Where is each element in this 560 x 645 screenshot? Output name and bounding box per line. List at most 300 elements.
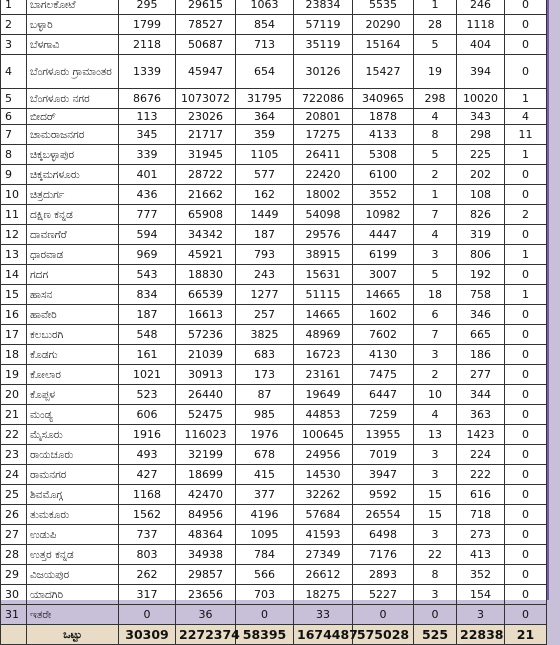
value-cell: 187: [119, 305, 176, 325]
table-row: [1, 505, 547, 525]
district-name-cell: ಬಳ್ಳಾರಿ: [27, 15, 119, 35]
table-row: [1, 55, 547, 89]
value-cell: 19649: [294, 385, 353, 405]
total-value-cell: 1674487: [294, 625, 353, 645]
value-cell: 6100: [353, 165, 414, 185]
value-cell: 57684: [294, 505, 353, 525]
value-cell: 15: [414, 485, 457, 505]
value-cell: 6: [414, 305, 457, 325]
value-cell: 1168: [119, 485, 176, 505]
district-name-cell: ಉತ್ತರ ಕನ್ನಡ: [27, 545, 119, 565]
value-cell: 15164: [353, 35, 414, 55]
value-cell: 29857: [176, 565, 236, 585]
value-cell: 2893: [353, 565, 414, 585]
serial-number-cell: 26: [1, 505, 27, 525]
value-cell: 24956: [294, 445, 353, 465]
value-cell: 202: [457, 165, 505, 185]
value-cell: 1339: [119, 55, 176, 89]
value-cell: 187: [236, 225, 294, 245]
value-cell: 8676: [119, 89, 176, 109]
district-name-cell: ಹಾಸನ: [27, 285, 119, 305]
table-row: [1, 89, 547, 109]
value-cell: 298: [414, 89, 457, 109]
value-cell: 5: [414, 35, 457, 55]
value-cell: 0: [505, 225, 547, 245]
value-cell: 14530: [294, 465, 353, 485]
value-cell: 26612: [294, 565, 353, 585]
district-name-cell: ರಾಮನಗರ: [27, 465, 119, 485]
value-cell: 87: [236, 385, 294, 405]
value-cell: 0: [505, 485, 547, 505]
district-name-cell: ಕೋಲಾರ: [27, 365, 119, 385]
district-name-cell: ಕೊಪ್ಪಳ: [27, 385, 119, 405]
value-cell: 3825: [236, 325, 294, 345]
value-cell: 4130: [353, 345, 414, 365]
value-cell: 20801: [294, 109, 353, 125]
value-cell: 5535: [353, 0, 414, 15]
value-cell: 16613: [176, 305, 236, 325]
value-cell: 340965: [353, 89, 414, 109]
value-cell: 5227: [353, 585, 414, 605]
table-row: [1, 425, 547, 445]
value-cell: 54098: [294, 205, 353, 225]
value-cell: 1562: [119, 505, 176, 525]
value-cell: 20290: [353, 15, 414, 35]
value-cell: 722086: [294, 89, 353, 109]
serial-number-cell: 29: [1, 565, 27, 585]
value-cell: 1449: [236, 205, 294, 225]
serial-number-cell: 1: [1, 0, 27, 15]
value-cell: 345: [119, 125, 176, 145]
district-name-cell: ತುಮಕೂರು: [27, 505, 119, 525]
value-cell: 594: [119, 225, 176, 245]
value-cell: 1423: [457, 425, 505, 445]
value-cell: 14665: [294, 305, 353, 325]
value-cell: 161: [119, 345, 176, 365]
district-name-cell: ಕಲಬುರಗಿ: [27, 325, 119, 345]
table-row: [1, 365, 547, 385]
total-value-cell: 525: [414, 625, 457, 645]
district-name-cell: ಕೊಡಗು: [27, 345, 119, 365]
value-cell: 0: [505, 405, 547, 425]
value-cell: 16723: [294, 345, 353, 365]
value-cell: 22420: [294, 165, 353, 185]
value-cell: 0: [505, 545, 547, 565]
serial-number-cell: 13: [1, 245, 27, 265]
table-row: [1, 35, 547, 55]
value-cell: 31945: [176, 145, 236, 165]
serial-number-cell: 17: [1, 325, 27, 345]
total-label-cell: ಒಟ್ಟು: [27, 625, 119, 645]
table-row: [1, 605, 547, 625]
district-name-cell: ಗದಗ: [27, 265, 119, 285]
serial-number-cell: 15: [1, 285, 27, 305]
value-cell: 344: [457, 385, 505, 405]
value-cell: 21039: [176, 345, 236, 365]
serial-number-cell: 18: [1, 345, 27, 365]
value-cell: 317: [119, 585, 176, 605]
value-cell: 1: [505, 285, 547, 305]
value-cell: 413: [457, 545, 505, 565]
value-cell: 22: [414, 545, 457, 565]
value-cell: 51115: [294, 285, 353, 305]
value-cell: 1: [505, 145, 547, 165]
value-cell: 678: [236, 445, 294, 465]
value-cell: 11: [505, 125, 547, 145]
value-cell: 31795: [236, 89, 294, 109]
serial-number-cell: 9: [1, 165, 27, 185]
value-cell: 3: [457, 605, 505, 625]
value-cell: 654: [236, 55, 294, 89]
value-cell: 100645: [294, 425, 353, 445]
value-cell: 1021: [119, 365, 176, 385]
value-cell: 7019: [353, 445, 414, 465]
value-cell: 10020: [457, 89, 505, 109]
value-cell: 7: [414, 325, 457, 345]
value-cell: 33: [294, 605, 353, 625]
value-cell: 436: [119, 185, 176, 205]
value-cell: 777: [119, 205, 176, 225]
serial-number-cell: 4: [1, 55, 27, 89]
total-row: [1, 625, 547, 645]
value-cell: 523: [119, 385, 176, 405]
value-cell: 0: [119, 605, 176, 625]
district-name-cell: ಬೀದರ್: [27, 109, 119, 125]
value-cell: 1602: [353, 305, 414, 325]
serial-number-cell: 11: [1, 205, 27, 225]
value-cell: 18830: [176, 265, 236, 285]
value-cell: 0: [505, 165, 547, 185]
serial-number-cell: 20: [1, 385, 27, 405]
value-cell: 1976: [236, 425, 294, 445]
value-cell: 57236: [176, 325, 236, 345]
value-cell: 65908: [176, 205, 236, 225]
table-row: [1, 265, 547, 285]
value-cell: 4: [414, 109, 457, 125]
value-cell: 683: [236, 345, 294, 365]
value-cell: 13955: [353, 425, 414, 445]
value-cell: 394: [457, 55, 505, 89]
table-row: [1, 405, 547, 425]
value-cell: 9592: [353, 485, 414, 505]
value-cell: 3: [414, 465, 457, 485]
value-cell: 0: [505, 585, 547, 605]
serial-number-cell: 24: [1, 465, 27, 485]
value-cell: 4: [414, 225, 457, 245]
value-cell: 0: [505, 265, 547, 285]
serial-number-cell: 16: [1, 305, 27, 325]
value-cell: 2: [414, 165, 457, 185]
value-cell: 364: [236, 109, 294, 125]
value-cell: 339: [119, 145, 176, 165]
value-cell: 0: [505, 345, 547, 365]
district-name-cell: ಬಾಗಲಕೋಟೆ: [27, 0, 119, 15]
value-cell: 38915: [294, 245, 353, 265]
serial-number-cell: 6: [1, 109, 27, 125]
value-cell: 18275: [294, 585, 353, 605]
value-cell: 0: [505, 0, 547, 15]
value-cell: 44853: [294, 405, 353, 425]
value-cell: 0: [505, 425, 547, 445]
district-name-cell: ಉಡುಪಿ: [27, 525, 119, 545]
district-name-cell: ಬೆಂಗಳೂರು ನಗರ: [27, 89, 119, 109]
value-cell: 30913: [176, 365, 236, 385]
serial-number-cell: 12: [1, 225, 27, 245]
value-cell: 6498: [353, 525, 414, 545]
district-name-cell: ಚಿಕ್ಕಬಳ್ಳಾಪುರ: [27, 145, 119, 165]
value-cell: 985: [236, 405, 294, 425]
value-cell: 28722: [176, 165, 236, 185]
value-cell: 36: [176, 605, 236, 625]
value-cell: 113: [119, 109, 176, 125]
value-cell: 826: [457, 205, 505, 225]
value-cell: 7176: [353, 545, 414, 565]
table-row: [1, 325, 547, 345]
table-row: [1, 445, 547, 465]
value-cell: 28: [414, 15, 457, 35]
value-cell: 32199: [176, 445, 236, 465]
value-cell: 1: [414, 0, 457, 15]
value-cell: 45921: [176, 245, 236, 265]
value-cell: 1878: [353, 109, 414, 125]
value-cell: 262: [119, 565, 176, 585]
value-cell: 377: [236, 485, 294, 505]
value-cell: 0: [505, 605, 547, 625]
value-cell: 0: [505, 445, 547, 465]
table-row: [1, 385, 547, 405]
serial-number-cell: 14: [1, 265, 27, 285]
value-cell: 23026: [176, 109, 236, 125]
value-cell: 15: [414, 505, 457, 525]
value-cell: 548: [119, 325, 176, 345]
value-cell: 78527: [176, 15, 236, 35]
value-cell: 606: [119, 405, 176, 425]
value-cell: 21717: [176, 125, 236, 145]
value-cell: 26440: [176, 385, 236, 405]
district-name-cell: ಬೆಂಗಳೂರು ಗ್ರಾಮಾಂತರ: [27, 55, 119, 89]
total-value-cell: 58395: [236, 625, 294, 645]
value-cell: 7475: [353, 365, 414, 385]
value-cell: 30126: [294, 55, 353, 89]
table-row: [1, 0, 547, 15]
table-row: [1, 585, 547, 605]
value-cell: 1277: [236, 285, 294, 305]
serial-number-cell: 8: [1, 145, 27, 165]
table-body: [1, 0, 547, 645]
value-cell: 718: [457, 505, 505, 525]
table-row: [1, 285, 547, 305]
total-value-cell: 30309: [119, 625, 176, 645]
district-name-cell: ವಿಜಯಪುರ: [27, 565, 119, 585]
value-cell: 1: [505, 245, 547, 265]
value-cell: 277: [457, 365, 505, 385]
district-name-cell: ಶಿವಮೊಗ್ಗ: [27, 485, 119, 505]
value-cell: 3007: [353, 265, 414, 285]
value-cell: 48969: [294, 325, 353, 345]
value-cell: 2118: [119, 35, 176, 55]
value-cell: 543: [119, 265, 176, 285]
value-cell: 0: [353, 605, 414, 625]
value-cell: 18: [414, 285, 457, 305]
value-cell: 566: [236, 565, 294, 585]
value-cell: 173: [236, 365, 294, 385]
value-cell: 7602: [353, 325, 414, 345]
district-name-cell: ಬೆಳಗಾವಿ: [27, 35, 119, 55]
value-cell: 295: [119, 0, 176, 15]
table-row: [1, 485, 547, 505]
value-cell: 346: [457, 305, 505, 325]
value-cell: 48364: [176, 525, 236, 545]
value-cell: 21662: [176, 185, 236, 205]
value-cell: 7: [414, 205, 457, 225]
value-cell: 108: [457, 185, 505, 205]
value-cell: 5: [414, 265, 457, 285]
table-row: [1, 465, 547, 485]
value-cell: 50687: [176, 35, 236, 55]
table-row: [1, 109, 547, 125]
value-cell: 0: [505, 15, 547, 35]
value-cell: 23834: [294, 0, 353, 15]
value-cell: 23656: [176, 585, 236, 605]
value-cell: 13: [414, 425, 457, 445]
value-cell: 4133: [353, 125, 414, 145]
value-cell: 0: [505, 185, 547, 205]
value-cell: 84956: [176, 505, 236, 525]
value-cell: 401: [119, 165, 176, 185]
value-cell: 4196: [236, 505, 294, 525]
serial-number-cell: 21: [1, 405, 27, 425]
value-cell: 8: [414, 565, 457, 585]
value-cell: 14665: [353, 285, 414, 305]
value-cell: 7259: [353, 405, 414, 425]
value-cell: 1105: [236, 145, 294, 165]
district-name-cell: ಧಾರವಾಡ: [27, 245, 119, 265]
value-cell: 273: [457, 525, 505, 545]
serial-number-cell: 27: [1, 525, 27, 545]
value-cell: 0: [505, 565, 547, 585]
serial-number-cell: 28: [1, 545, 27, 565]
value-cell: 834: [119, 285, 176, 305]
value-cell: 363: [457, 405, 505, 425]
value-cell: 0: [236, 605, 294, 625]
value-cell: 665: [457, 325, 505, 345]
value-cell: 713: [236, 35, 294, 55]
district-name-cell: ಇತರೇ: [27, 605, 119, 625]
serial-number-cell: 2: [1, 15, 27, 35]
district-name-cell: ಚಿಕ್ಕಮಗಳೂರು: [27, 165, 119, 185]
district-name-cell: ಹಾವೇರಿ: [27, 305, 119, 325]
table-row: [1, 345, 547, 365]
district-name-cell: ಮಂಡ್ಯ: [27, 405, 119, 425]
value-cell: 703: [236, 585, 294, 605]
value-cell: 154: [457, 585, 505, 605]
value-cell: 343: [457, 109, 505, 125]
value-cell: 41593: [294, 525, 353, 545]
value-cell: 15427: [353, 55, 414, 89]
table-row: [1, 185, 547, 205]
table-row: [1, 125, 547, 145]
table-row: [1, 205, 547, 225]
serial-number-cell: 3: [1, 35, 27, 55]
table-row: [1, 545, 547, 565]
value-cell: 0: [505, 525, 547, 545]
value-cell: 1: [505, 89, 547, 109]
serial-number-cell: 7: [1, 125, 27, 145]
value-cell: 0: [505, 465, 547, 485]
value-cell: 1916: [119, 425, 176, 445]
value-cell: 29615: [176, 0, 236, 15]
value-cell: 3: [414, 525, 457, 545]
value-cell: 17275: [294, 125, 353, 145]
value-cell: 27349: [294, 545, 353, 565]
value-cell: 57119: [294, 15, 353, 35]
value-cell: 246: [457, 0, 505, 15]
value-cell: 26554: [353, 505, 414, 525]
value-cell: 0: [505, 35, 547, 55]
value-cell: 969: [119, 245, 176, 265]
value-cell: 29576: [294, 225, 353, 245]
total-value-cell: 21: [505, 625, 547, 645]
value-cell: 4: [505, 109, 547, 125]
total-value-cell: 575028: [353, 625, 414, 645]
serial-number-cell: 22: [1, 425, 27, 445]
serial-number-cell: 31: [1, 605, 27, 625]
total-value-cell: 22838: [457, 625, 505, 645]
district-name-cell: ರಾಯಚೂರು: [27, 445, 119, 465]
value-cell: 3: [414, 345, 457, 365]
table-row: [1, 145, 547, 165]
value-cell: 6447: [353, 385, 414, 405]
value-cell: 0: [505, 325, 547, 345]
value-cell: 1118: [457, 15, 505, 35]
value-cell: 0: [505, 365, 547, 385]
value-cell: 758: [457, 285, 505, 305]
value-cell: 1073072: [176, 89, 236, 109]
value-cell: 15631: [294, 265, 353, 285]
value-cell: 4: [414, 405, 457, 425]
value-cell: 186: [457, 345, 505, 365]
value-cell: 737: [119, 525, 176, 545]
district-name-cell: ದಾವಣಗೆರೆ: [27, 225, 119, 245]
value-cell: 427: [119, 465, 176, 485]
table-row: [1, 525, 547, 545]
value-cell: 0: [505, 385, 547, 405]
value-cell: 3: [414, 245, 457, 265]
total-value-cell: 2272374: [176, 625, 236, 645]
serial-number-cell: 19: [1, 365, 27, 385]
value-cell: 319: [457, 225, 505, 245]
value-cell: 243: [236, 265, 294, 285]
value-cell: 225: [457, 145, 505, 165]
table-row: [1, 565, 547, 585]
value-cell: 0: [505, 305, 547, 325]
value-cell: 0: [505, 55, 547, 89]
value-cell: 42470: [176, 485, 236, 505]
value-cell: 784: [236, 545, 294, 565]
value-cell: 52475: [176, 405, 236, 425]
value-cell: 4447: [353, 225, 414, 245]
value-cell: 5308: [353, 145, 414, 165]
value-cell: 1063: [236, 0, 294, 15]
district-name-cell: ಯಾದಗಿರಿ: [27, 585, 119, 605]
value-cell: 1: [414, 185, 457, 205]
district-name-cell: ಮೈಸೂರು: [27, 425, 119, 445]
value-cell: 359: [236, 125, 294, 145]
table-row: [1, 245, 547, 265]
value-cell: 1799: [119, 15, 176, 35]
value-cell: 415: [236, 465, 294, 485]
table-row: [1, 225, 547, 245]
